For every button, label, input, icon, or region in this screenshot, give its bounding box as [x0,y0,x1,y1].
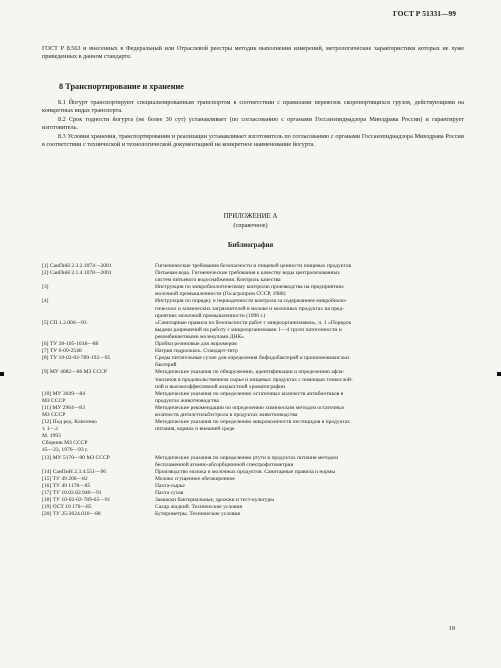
bib-text: Инструкция по порядку и периодичности контроля за содержанием микробиоло- гических и химических загрязнителей в молоке и молочных продуктах на пред- приятиях молочной промышленности (1996 г.) [155,298,347,319]
section-paragraph: 8.2 Срок годности йогурта (не более 30 сут) устанавливает (по согласованию с органами Госсанэпиднадзора Минздрава России) и гарантирует изготовитель. [42,116,464,132]
bibliography-entry [42,284,472,298]
bib-text: Закваски бактериальные, дрожжи и тест-культуры [155,497,274,504]
bib-text: Методические указания по определению микроколичеств пестицидов в продуктах питания, кормах и внешней среде [155,419,350,433]
appendix-subtitle: (справочное) [233,222,268,229]
bib-ref: [2] СанПиН 2.1.4.1078—2001 [42,270,112,277]
bibliography-list [42,263,472,518]
bibliography-entry [42,455,472,469]
bib-text: «Санитарные правила по безопасности работ с микроорганизмами», ч. 1 «Порядок выдачи разрешений на работу с микроорганизмами 1—4 групп патогенности и рекомбинантными молекулами ДНК» [155,319,352,340]
bib-ref: [4] [42,298,49,305]
bib-ref: [12] Под ред. Клисенко т. 1—2 М. 1993 Сборник МЗ СССР 45—23, 1976—93 г. [42,419,97,454]
bib-text: Пахта-сырье [155,482,185,489]
section-paragraph: 8.3 Условия хранения, транспортирования и реализации устанавливает изготовитель по согласованию с органами Госсанэпиднадзора Минздрава России в соответствии с технической и технологической документацией на конкретное наименование йогурта. [42,133,464,149]
bib-ref: [14] СанПиН 2.3.4.551—96 [42,468,107,475]
bib-text: Питьевая вода. Гигиенические требования к качеству воды централизованных систем питьевого водоснабжения. Контроль качества [155,270,340,284]
bibliography-entry [42,391,472,405]
bib-ref: [16] ТУ 49 1178—85 [42,482,91,489]
appendix-title: ПРИЛОЖЕНИЕ А [223,213,278,220]
page-number: 19 [448,625,455,632]
page-marker-left [0,372,4,376]
bibliography-entry [42,320,472,341]
standard-code-header: ГОСТ Р 51331—99 [392,9,456,18]
bib-ref: [19] ОСТ 10 170—85 [42,504,92,511]
bib-ref: [13] МУ 5170—90 МЗ СССР [42,454,110,461]
bib-text: Сахар жидкий. Технические условия [155,504,243,511]
bibliography-entry [42,511,472,518]
bibliography-entry [42,298,472,319]
bib-text: Производство молока и молочных продуктов. Санитарные правила и нормы [155,468,336,475]
bib-text: Среды питательные сухие для определения бифидобактерий и пропионовокислых бактерий [155,355,350,369]
bibliography-entry [42,497,472,504]
bib-ref: [20] ТУ 25-2024.010—88 [42,511,101,518]
bibliography-entry [42,405,472,419]
bib-ref: [5] СП 1.2.006—93 [42,319,87,326]
bib-ref: [18] ТУ 10-02-02-789-65—91 [42,497,111,504]
bibliography-entry [42,270,472,284]
bib-ref: [11] МУ 2964—83 МЗ СССР [42,404,85,418]
section-paragraph: 8.1 Йогурт транспортируют специализированным транспортом в соответствии с правилами перевозок скоропортящихся грузов, действующими на конкретных видах транспорта. [42,99,464,115]
bib-ref: [1] СанПиН 2.3.2.1074—2001 [42,263,112,269]
bib-text: Молоко сгущенное обезжиренное [155,475,235,482]
bibliography-entry [42,483,472,490]
bibliography-entry [42,355,472,369]
bib-text: Натрия гидроокись. Стандарт-титр [155,348,238,355]
bibliography-entry [42,419,472,454]
bibliography-entry [42,476,472,483]
bibliography-entry [42,469,472,476]
bib-text: Пахта сухая [155,490,184,496]
bib-ref: [7] ТУ 6-09-2540 [42,348,82,355]
bib-text: Методические указания по определению остаточных количеств антибиотиков в продуктах животноводства [155,390,344,404]
bib-text: Бутирометры. Технические условия [155,511,240,518]
bib-ref: [8] ТУ 10-02-02-789-192—95 [42,355,111,362]
bib-text: Гигиенические требования безопасности и пищевой ценности пищевых продуктов [155,263,352,269]
intro-paragraph: ГОСТ Р 8.563 и внесенных в Федеральный или Отраслевой реестры методик выполнения измерений, метрологические характеристики которых не хуже приведенных в данном стандарте. [42,45,464,61]
bibliography-entry [42,341,472,348]
bib-ref: [6] ТУ 38-105-1038—88 [42,341,99,348]
bib-text: Инструкция по микробиологическому контролю производства на предприятиях молочной промышленности (Госагропром СССР, 1988) [155,284,344,298]
bibliography-entry [42,504,472,511]
bib-text: Пробки резиновые для жиромеров [155,341,237,348]
bib-text: Методические рекомендации по определению химическим методом остаточных количеств дитилстильбэстрола в продуктах животноводства [155,404,345,418]
bib-text: Методические указания по определению ртути в продуктах питания методом беспламенной атомно-абсорбционной спектрофотометрии [155,454,338,468]
bibliography-entry [42,369,472,390]
section-title: 8 Транспортирование и хранение [59,82,184,91]
page-marker-right [497,372,501,376]
bib-text: Методические указания по обнаружению, идентификации и определению афла- токсинов в продовольственном сырье и пищевых продуктах с помощью тонкослой- ной и высокоэффективной жидкостной хроматографии [155,369,353,390]
bibliography-heading: Библиография [227,242,274,249]
bib-ref: [9] МУ 4082—86 МЗ СССР [42,369,107,376]
bib-ref: [3] [42,284,49,291]
bib-ref: [17] ТУ 10.02.02.940—91 [42,490,102,496]
bib-ref: [15] ТУ 49 206—82 [42,475,88,482]
bib-ref: [10] МУ 3049—84 МЗ СССР [42,390,86,404]
